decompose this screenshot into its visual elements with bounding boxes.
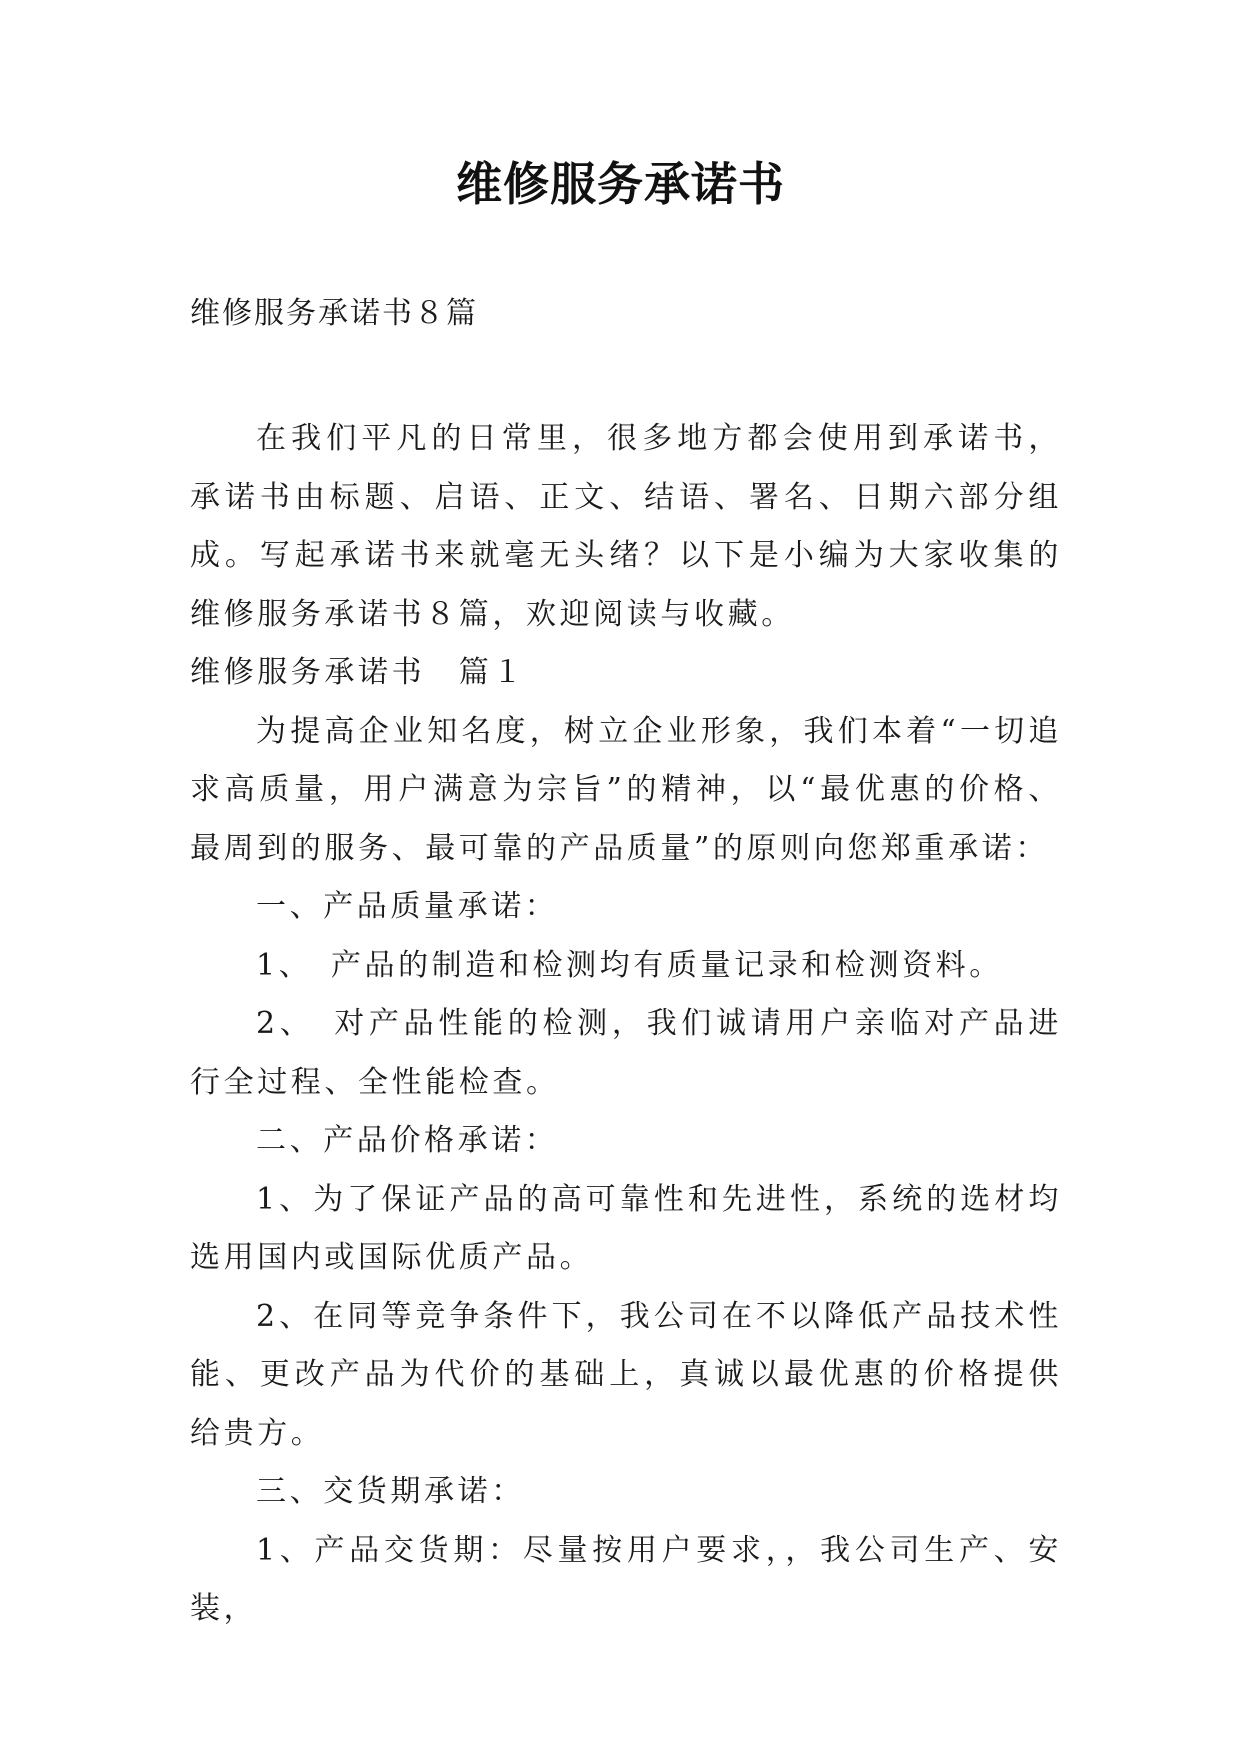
- paragraph: 为提高企业知名度，树立企业形象，我们本着“一切追求高质量，用户满意为宗旨”的精神，以“最优惠的价格、最周到的服务、最可靠的产品质量”的原则向您郑重承诺：: [190, 713, 1062, 866]
- paragraph: 三、交货期承诺：: [256, 1474, 525, 1509]
- intro-paragraph: 在我们平凡的日常里，很多地方都会使用到承诺书，承诺书由标题、启语、正文、结语、署名、日期六部分组成。写起承诺书来就毫无头绪？以下是小编为大家收集的维修服务承诺书８篇，欢迎阅读与收藏。: [190, 421, 1062, 632]
- paragraph: 1、 产品的制造和检测均有质量记录和检测资料。: [256, 947, 1003, 983]
- document-title: 维修服务承诺书: [456, 157, 785, 211]
- paragraph: 二、产品价格承诺：: [256, 1123, 559, 1158]
- document-body: [190, 410, 1062, 1639]
- paragraph: 一、产品质量承诺：: [256, 889, 559, 924]
- section-heading: 维修服务承诺书 篇１: [190, 655, 526, 690]
- document-subtitle: 维修服务承诺书８篇: [190, 296, 478, 331]
- paragraph: 2、 对产品性能的检测，我们诚请用户亲临对产品进行全过程、全性能检查。: [190, 1006, 1062, 1100]
- paragraph: 1、为了保证产品的高可靠性和先进性，系统的选材均选用国内或国际优质产品。: [190, 1181, 1062, 1275]
- paragraph: 1、产品交货期：尽量按用户要求，，我公司生产、安装，: [190, 1532, 1062, 1626]
- paragraph: 2、在同等竞争条件下，我公司在不以降低产品技术性能、更改产品为代价的基础上，真诚以最优惠的价格提供给贵方。: [190, 1298, 1062, 1451]
